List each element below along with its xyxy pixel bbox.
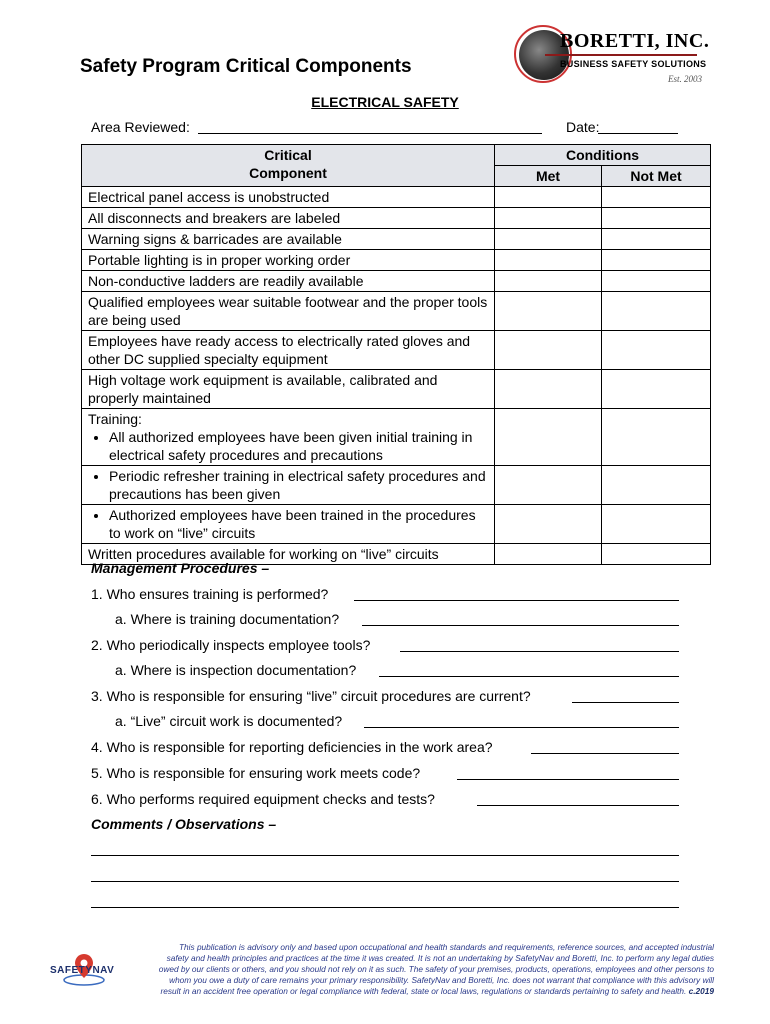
question-text: 6. Who performs required equipment checks and tests?: [91, 791, 435, 807]
date-field[interactable]: [598, 133, 678, 134]
disclaimer-line: owed by our clients or others, and you should not rely on it as such. The safety of your premises, products, operations, employees and other persons to: [158, 964, 714, 974]
disclaimer: [120, 942, 714, 997]
not-met-cell[interactable]: [602, 271, 711, 292]
disclaimer-line: [120, 986, 714, 997]
component-cell: Written procedures available for working on “live” circuits: [82, 544, 495, 565]
met-cell[interactable]: [495, 409, 602, 466]
not-met-cell[interactable]: [602, 409, 711, 466]
comments-heading: Comments / Observations –: [91, 816, 277, 832]
question-6-answer[interactable]: [477, 793, 679, 806]
table-row: [82, 229, 711, 250]
not-met-cell[interactable]: [602, 187, 711, 208]
area-reviewed-label: Area Reviewed:: [91, 119, 190, 135]
component-cell: Qualified employees wear suitable footwear and the proper tools are being used: [82, 292, 495, 331]
question-2a-answer[interactable]: [379, 664, 679, 677]
met-cell[interactable]: [495, 331, 602, 370]
comment-line-1[interactable]: [91, 855, 679, 856]
question-3a-answer[interactable]: [364, 715, 679, 728]
question-text: a. Where is inspection documentation?: [115, 662, 357, 678]
component-cell: [82, 505, 495, 544]
comment-line-2[interactable]: [91, 881, 679, 882]
table-row: [82, 466, 711, 505]
table-header-row: [82, 145, 711, 166]
question-text: a. “Live” circuit work is documented?: [115, 713, 343, 729]
not-met-cell[interactable]: [602, 250, 711, 271]
comment-line-3[interactable]: [91, 907, 679, 908]
question-3: [91, 688, 531, 704]
question-1-answer[interactable]: [354, 588, 679, 601]
component-cell: Electrical panel access is unobstructed: [82, 187, 495, 208]
question-6: [91, 791, 435, 807]
met-cell[interactable]: [495, 466, 602, 505]
met-cell[interactable]: [495, 250, 602, 271]
question-2: [91, 637, 370, 653]
training-label: Training:: [88, 411, 142, 427]
management-heading: Management Procedures –: [91, 560, 270, 576]
component-cell: [82, 466, 495, 505]
question-2-answer[interactable]: [400, 639, 679, 652]
question-1: [91, 586, 328, 602]
met-cell[interactable]: [495, 229, 602, 250]
table-row: [82, 292, 711, 331]
question-text: 3. Who is responsible for ensuring “live” circuit procedures are current?: [91, 688, 531, 704]
question-5-answer[interactable]: [457, 767, 679, 780]
met-cell[interactable]: [495, 292, 602, 331]
list-item: • Authorized employees have been trained in the procedures to work on “live” circuits: [109, 506, 488, 542]
table-row: [82, 271, 711, 292]
table-row: [82, 505, 711, 544]
not-met-header: Not Met: [602, 166, 711, 187]
component-cell: Non-conductive ladders are readily available: [82, 271, 495, 292]
table-row: [82, 409, 711, 466]
met-cell[interactable]: [495, 505, 602, 544]
training-list: [88, 428, 488, 464]
page-title: Safety Program Critical Components: [80, 56, 412, 77]
training-list: [88, 467, 488, 503]
not-met-cell[interactable]: [602, 370, 711, 409]
table-row: [82, 331, 711, 370]
component-header-line1: Critical: [264, 147, 312, 163]
question-3a: [115, 713, 342, 729]
met-header: Met: [495, 166, 602, 187]
question-text: 1. Who ensures training is performed?: [91, 586, 329, 602]
met-cell[interactable]: [495, 271, 602, 292]
met-cell[interactable]: [495, 370, 602, 409]
question-text: 5. Who is responsible for ensuring work meets code?: [91, 765, 421, 781]
list-item: • Periodic refresher training in electrical safety procedures and precautions has been given: [109, 467, 488, 503]
question-text: a. Where is training documentation?: [115, 611, 340, 627]
question-2a: [115, 662, 356, 678]
component-cell: Warning signs & barricades are available: [82, 229, 495, 250]
training-list: [88, 506, 488, 542]
table-row: [82, 208, 711, 229]
safetynav-logo: [50, 950, 120, 990]
date-label: Date:: [566, 119, 600, 135]
table-row: [82, 250, 711, 271]
disclaimer-line: safety and health principles and practices at the time it was created. It is not an undertaking by SafetyNav and Boretti, Inc. to perform any legal duties: [166, 953, 714, 963]
question-3-answer[interactable]: [572, 690, 679, 703]
not-met-cell[interactable]: [602, 466, 711, 505]
component-header-line2: Component: [249, 165, 327, 181]
component-header: [82, 145, 495, 187]
disclaimer-line: whom you owe a duty of care remains your primary responsibility. SafetyNav and Boretti, Inc. does not warrant that compliance with this advisory will: [169, 975, 714, 985]
not-met-cell[interactable]: [602, 292, 711, 331]
copyright: c.2019: [688, 986, 714, 996]
question-1a: [115, 611, 339, 627]
component-cell: Employees have ready access to electrically rated gloves and other DC supplied specialty equipment: [82, 331, 495, 370]
company-established: Est. 2003: [668, 74, 703, 84]
not-met-cell[interactable]: [602, 331, 711, 370]
conditions-header: Conditions: [495, 145, 711, 166]
safetynav-brand: SAFETYNAV: [50, 965, 115, 976]
company-name: BORETTI, INC.: [560, 30, 710, 52]
question-4-answer[interactable]: [531, 741, 679, 754]
question-text: 4. Who is responsible for reporting deficiencies in the work area?: [91, 739, 493, 755]
company-tagline: BUSINESS SAFETY SOLUTIONS: [560, 59, 707, 69]
not-met-cell[interactable]: [602, 544, 711, 565]
training-label-cell: [82, 409, 495, 466]
section-title: ELECTRICAL SAFETY: [311, 94, 459, 110]
not-met-cell[interactable]: [602, 505, 711, 544]
question-5: [91, 765, 420, 781]
question-4: [91, 739, 493, 755]
met-cell[interactable]: [495, 208, 602, 229]
table-row: [82, 370, 711, 409]
logo-divider: [545, 54, 697, 56]
disclaimer-line: This publication is advisory only and based upon occupational and health standards and requirements, reference sources, and accepted industrial: [178, 942, 714, 952]
not-met-cell[interactable]: [602, 229, 711, 250]
met-cell[interactable]: [495, 187, 602, 208]
question-1a-answer[interactable]: [362, 613, 679, 626]
list-item: • All authorized employees have been given initial training in electrical safety procedures and precautions: [109, 428, 488, 464]
area-reviewed-field[interactable]: [198, 133, 542, 134]
question-text: 2. Who periodically inspects employee tools?: [91, 637, 371, 653]
component-cell: High voltage work equipment is available, calibrated and properly maintained: [82, 370, 495, 409]
disclaimer-text: result in an accident free operation or legal compliance with federal, state or local laws, regulations or standards pertaining to safety and health.: [160, 986, 687, 996]
checklist-table: [81, 144, 711, 565]
component-cell: All disconnects and breakers are labeled: [82, 208, 495, 229]
not-met-cell[interactable]: [602, 208, 711, 229]
table-row: [82, 187, 711, 208]
component-cell: Portable lighting is in proper working order: [82, 250, 495, 271]
met-cell[interactable]: [495, 544, 602, 565]
